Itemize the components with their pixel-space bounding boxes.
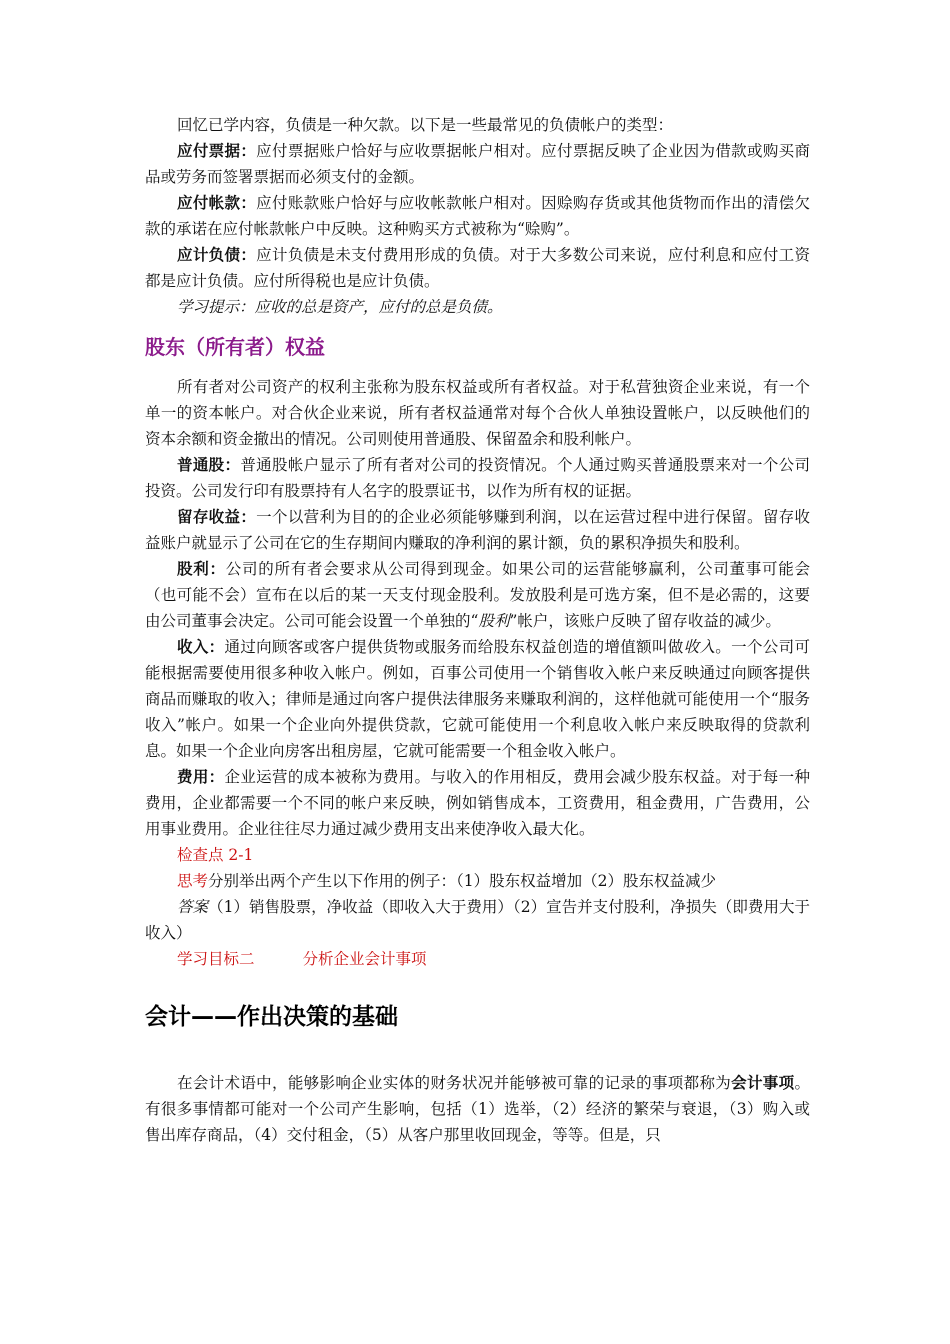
answer-label: 答案	[177, 898, 209, 916]
accrued-liabilities-paragraph	[145, 242, 810, 294]
checkpoint-label: 检查点 2-1	[177, 846, 254, 864]
notes-payable-paragraph	[145, 138, 810, 190]
revenues-italic: 收入	[683, 638, 716, 656]
transactions-paragraph	[145, 1070, 810, 1148]
retained-earnings-paragraph	[145, 504, 810, 556]
accounts-payable-term: 应付帐款：	[177, 194, 257, 212]
expenses-paragraph	[145, 764, 810, 842]
retained-earnings-text: 一个以营利为目的的企业必须能够赚到利润，以在运营过程中进行保留。留存收益账户就显示了公司在它的生存期间内赚取的净利润的累计额，负的累积净损失和股利。	[145, 508, 810, 552]
answer-paragraph	[145, 894, 810, 946]
revenues-text-a: 通过向顾客或客户提供货物或服务而给股东权益创造的增值额叫做	[224, 638, 684, 656]
objective-label: 学习目标二	[177, 950, 255, 968]
equity-intro: 所有者对公司资产的权利主张称为股东权益或所有者权益。对于私营独资企业来说，有一个单一的资本帐户。对合伙企业来说，所有者权益通常对每个合伙人单独设置帐户，以反映他们的资本余额和资金撤出的情况。公司则使用普通股、保留盈余和股利帐户。	[145, 378, 810, 448]
expenses-term: 费用：	[177, 768, 225, 786]
revenues-text-b: 。一个公司可能根据需要使用很多种收入帐户。例如，百事公司使用一个销售收入帐户来反映通过向顾客提供商品而赚取的收入；律师是通过向客户提供法律服务来赚取利润的，这样他就可能使用一个“服务收入”帐户。如果一个企业向外提供贷款，它就可能使用一个利息收入帐户来反映取得的贷款利息。如果一个企业向房客出租房屋，它就可能需要一个租金收入帐户。	[145, 638, 810, 760]
expenses-text: 企业运营的成本被称为费用。与收入的作用相反，费用会减少股东权益。对于每一种费用，企业都需要一个不同的帐户来反映，例如销售成本，工资费用，租金费用，广告费用，公用事业费用。企业往往尽力通过减少费用支出来使净收入最大化。	[145, 768, 810, 838]
common-stock-text: 普通股帐户显示了所有者对公司的投资情况。个人通过购买普通股票来对一个公司投资。公司发行印有股票持有人名字的股票证书，以作为所有权的证据。	[145, 456, 810, 500]
think-label: 思考	[177, 872, 209, 890]
revenues-term: 收入：	[177, 638, 225, 656]
retained-earnings-term: 留存收益：	[177, 508, 257, 526]
liabilities-intro: 回忆已学内容，负债是一种欠款。以下是一些最常见的负债帐户的类型：	[177, 116, 674, 134]
study-tip: 学习提示：应收的总是资产，应付的总是负债。	[177, 298, 503, 316]
common-stock-paragraph	[145, 452, 810, 504]
dividends-text-a: 公司的所有者会要求从公司得到现金。如果公司的运营能够赢利，公司董事可能会（也可能不会）宣布在以后的某一天支付现金股利。发放股利是可选方案，但不是必需的，这要由公司董事会决定。公司可能会设置一个单独的“	[145, 560, 810, 630]
objective-paragraph	[145, 946, 810, 972]
transactions-text-b: 。有很多事情都可能对一个公司产生影响，包括（1）选举，（2）经济的繁荣与衰退，（3）购入或售出库存商品，（4）交付租金，（5）从客户那里收回现金，等等。但是，只	[145, 1074, 810, 1144]
notes-payable-term: 应付票据：	[177, 142, 257, 160]
transactions-bold-term: 会计事项	[731, 1074, 795, 1092]
revenues-paragraph	[145, 634, 810, 764]
accounts-payable-paragraph	[145, 190, 810, 242]
common-stock-term: 普通股：	[177, 456, 241, 474]
accounting-heading: 会计——作出决策的基础	[145, 1004, 398, 1030]
dividends-text-b: ”帐户，该账户反映了留存收益的减少。	[509, 612, 781, 630]
notes-payable-text: 应付票据账户恰好与应收票据帐户相对。应付票据反映了企业因为借款或购买商品或劳务而签署票据而必须支付的金额。	[145, 142, 810, 186]
accrued-liabilities-text: 应计负债是未支付费用形成的负债。对于大多数公司来说，应付利息和应付工资都是应计负债。应付所得税也是应计负债。	[145, 246, 810, 290]
dividends-term: 股利：	[177, 560, 226, 578]
accounts-payable-text: 应付账款账户恰好与应收帐款帐户相对。因赊购存货或其他货物而作出的清偿欠款的承诺在应付帐款帐户中反映。这种购买方式被称为“赊购”。	[145, 194, 810, 238]
think-paragraph	[145, 868, 810, 894]
dividends-paragraph	[145, 556, 810, 634]
document-page	[145, 112, 810, 1148]
objective-text: 分析企业会计事项	[302, 950, 427, 968]
think-text: 分别举出两个产生以下作用的例子：（1）股东权益增加（2）股东权益减少	[208, 872, 716, 890]
dividends-italic: 股利	[478, 612, 510, 630]
accrued-liabilities-term: 应计负债：	[177, 246, 257, 264]
answer-text: （1）销售股票，净收益（即收入大于费用）（2）宣告并支付股利，净损失（即费用大于收入）	[145, 898, 810, 942]
transactions-text-a: 在会计术语中，能够影响企业实体的财务状况并能够被可靠的记录的事项都称为	[177, 1074, 732, 1092]
equity-heading: 股东（所有者）权益	[145, 335, 325, 359]
